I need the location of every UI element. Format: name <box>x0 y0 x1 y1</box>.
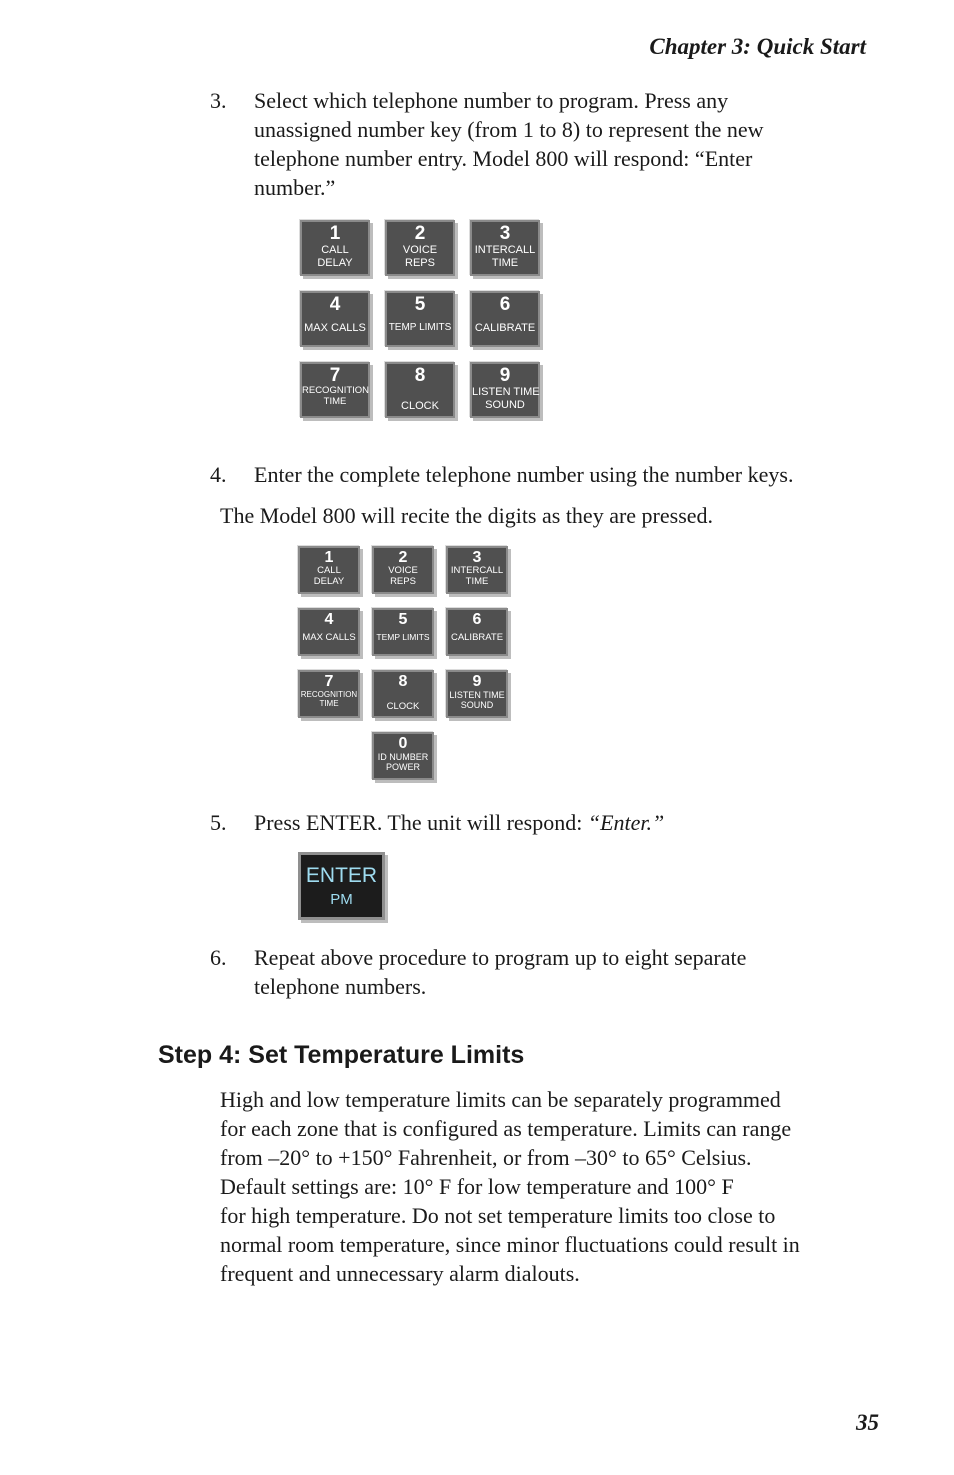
key-label: SOUND <box>460 700 494 711</box>
key-label: CALL <box>317 565 341 576</box>
key-label: TIME <box>319 699 339 709</box>
text-line: Repeat above procedure to program up to eight separate <box>254 945 747 970</box>
text-line: for high temperature. Do not set temperature limits too close to <box>220 1203 776 1228</box>
key-label: CALL <box>321 244 349 256</box>
key-label: MAX CALLS <box>304 322 366 334</box>
text-line: Default settings are: 10° F for low temperature and 100° F <box>220 1174 734 1199</box>
key-label: DELAY <box>313 575 345 587</box>
keypad-key-2 <box>385 220 455 276</box>
key-digit: 6 <box>499 294 511 315</box>
key-digit: 1 <box>324 549 334 566</box>
enter-key-figure <box>298 852 385 920</box>
text-line: telephone number entry. Model 800 will respond: “Enter <box>254 146 753 171</box>
key-digit: 7 <box>324 673 334 690</box>
keypad-key-6 <box>446 608 508 656</box>
section-title: Step 4: Set Temperature Limits <box>158 1041 525 1069</box>
keypad-key-9 <box>446 670 508 718</box>
keypad-key-4 <box>298 608 360 656</box>
text-line: unassigned number key (from 1 to 8) to represent the new <box>254 117 764 142</box>
keypad-key-8 <box>385 362 455 418</box>
text-line: from –20° to +150° Fahrenheit, or from –30° to 65° Celsius. <box>220 1145 752 1170</box>
keypad-key-2 <box>372 546 434 594</box>
step-text <box>254 808 874 837</box>
key-digit: 0 <box>398 735 408 752</box>
keypad-key-8 <box>372 670 434 718</box>
key-label: TIME <box>491 256 519 269</box>
key-label: SOUND <box>485 398 525 411</box>
step-text: Enter the complete telephone number using the number keys. <box>254 462 794 487</box>
keypad-key-4 <box>300 291 370 347</box>
key-digit: 3 <box>499 223 511 244</box>
keypad-key-7 <box>298 670 360 718</box>
key-label: TEMP LIMITS <box>388 322 452 333</box>
key-label: LISTEN TIME <box>449 690 505 700</box>
key-digit: 6 <box>472 611 482 628</box>
key-digit: 2 <box>398 549 408 566</box>
enter-key-label: ENTER <box>305 864 378 887</box>
keypad-key-7 <box>300 362 370 418</box>
step-number: 3. <box>210 88 227 113</box>
text-line: telephone numbers. <box>254 974 427 999</box>
key-label: VOICE <box>402 244 438 256</box>
text-line: High and low temperature limits can be separately programmed <box>220 1087 781 1112</box>
key-label: LISTEN TIME <box>472 386 540 398</box>
step-number: 6. <box>210 945 227 970</box>
key-digit: 5 <box>398 611 408 628</box>
key-label: INTERCALL <box>450 565 504 576</box>
key-digit: 4 <box>324 611 334 628</box>
key-label: RECOGNITION <box>302 385 370 396</box>
text-line: normal room temperature, since minor fluctuations could result in <box>220 1232 800 1257</box>
step-text <box>254 86 874 202</box>
keypad-key-1 <box>298 546 360 594</box>
step-number: 4. <box>210 462 227 487</box>
keypad-key-3 <box>446 546 508 594</box>
key-label: POWER <box>385 762 420 773</box>
key-label: TIME <box>465 575 489 587</box>
step-5-instruction: Press ENTER. The unit will respond: <box>254 810 588 835</box>
key-label: TIME <box>323 395 347 407</box>
keypad-key-3 <box>470 220 540 276</box>
step-text <box>254 943 874 1001</box>
keypad-figure-2 <box>298 546 513 786</box>
key-digit: 1 <box>329 223 341 244</box>
key-label: INTERCALL <box>474 244 536 256</box>
page-number: 35 <box>856 1410 879 1435</box>
key-label: CLOCK <box>386 701 420 712</box>
keypad-key-1 <box>300 220 370 276</box>
key-label: RECOGNITION <box>300 690 358 699</box>
text-line: frequent and unnecessary alarm dialouts. <box>220 1261 580 1286</box>
key-digit: 8 <box>414 365 426 386</box>
keypad-figure-1 <box>300 220 545 420</box>
text-line: for each zone that is configured as temperature. Limits can range <box>220 1116 792 1141</box>
text-line: Select which telephone number to program. Press any <box>254 88 729 113</box>
key-label: VOICE <box>388 565 418 576</box>
enter-key-sublabel: PM <box>330 891 353 908</box>
key-label: DELAY <box>317 256 353 269</box>
key-label: CALIBRATE <box>474 322 536 334</box>
keypad-key-0 <box>372 732 434 780</box>
key-label: TEMP LIMITS <box>376 632 430 642</box>
keypad-key-5 <box>385 291 455 347</box>
keypad-key-6 <box>470 291 540 347</box>
keypad-key-9 <box>470 362 540 418</box>
key-label: CLOCK <box>401 400 439 412</box>
chapter-header: Chapter 3: Quick Start <box>649 34 866 59</box>
key-digit: 8 <box>398 673 408 690</box>
keypad-key-5 <box>372 608 434 656</box>
key-digit: 5 <box>414 294 426 315</box>
key-label: ID NUMBER <box>377 752 429 762</box>
key-digit: 3 <box>472 549 482 566</box>
step-4-note: The Model 800 will recite the digits as they are pressed. <box>220 503 714 528</box>
key-digit: 2 <box>414 223 426 244</box>
key-label: MAX CALLS <box>302 632 356 643</box>
key-digit: 9 <box>472 673 482 690</box>
step-number: 5. <box>210 810 227 835</box>
step-5-response: “Enter.” <box>587 810 665 835</box>
key-label: CALIBRATE <box>450 632 504 643</box>
key-digit: 4 <box>329 294 341 315</box>
key-digit: 9 <box>499 365 511 386</box>
key-label: REPS <box>405 256 435 269</box>
body-paragraph <box>220 1085 870 1288</box>
text-line: number.” <box>254 175 336 200</box>
key-digit: 7 <box>329 365 341 386</box>
key-label: REPS <box>390 575 416 587</box>
